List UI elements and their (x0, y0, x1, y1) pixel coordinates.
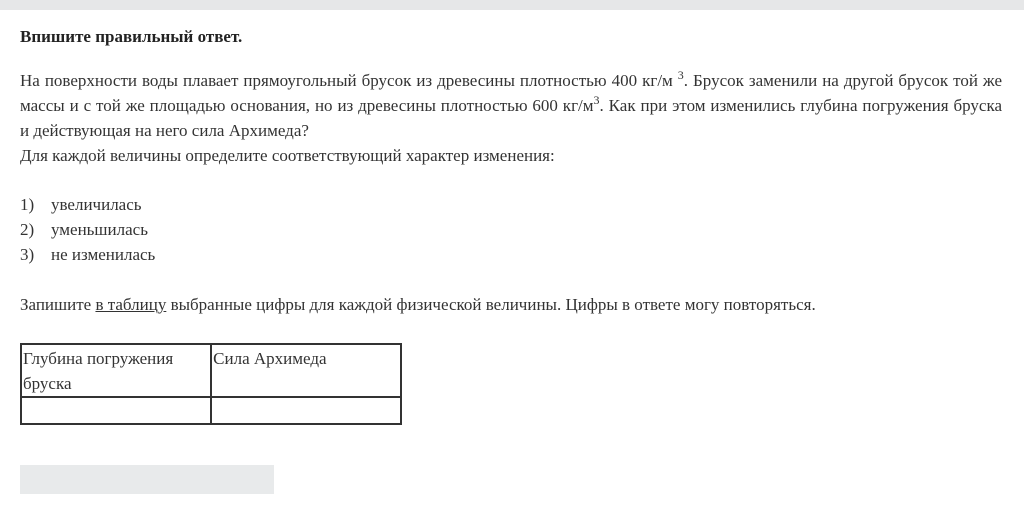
option-number: 3) (20, 245, 35, 264)
option-number: 2) (20, 220, 35, 239)
answer-input-force[interactable] (212, 399, 400, 423)
density-exponent-1: 3 (677, 68, 684, 82)
answer-table (20, 343, 402, 425)
question-content (20, 26, 1002, 425)
option-item-2 (20, 217, 1002, 242)
options-list (20, 192, 1002, 267)
problem-text-part3: . Как при этом изменились глубина погружения бруска и действующая на него сила Архимеда? (20, 96, 1003, 140)
answer-instruction-after: выбранные цифры для каждой физической величины. Цифры в ответе могу повторяться. (166, 295, 816, 314)
table-link[interactable]: в таблицу (95, 295, 167, 314)
header-archimedes-force: Сила Архимеда (211, 344, 401, 397)
option-number: 1) (20, 195, 35, 214)
option-item-1 (20, 192, 1002, 217)
option-label: уменьшилась (51, 220, 148, 239)
answer-table-input-row (21, 397, 401, 424)
task-prompt: Для каждой величины определите соответствующий характер изменения: (20, 146, 555, 165)
answer-instruction-before: Запишите (20, 295, 96, 314)
problem-text-part1: На поверхности воды плавает прямоугольный брусок из древесины плотностью 400 кг/м (20, 71, 678, 90)
option-label: не изменилась (51, 245, 156, 264)
submit-button-placeholder[interactable] (20, 465, 274, 494)
answer-table-header-row (21, 344, 401, 397)
answer-cell-force (211, 397, 401, 424)
answer-input-depth[interactable] (22, 399, 210, 423)
problem-text (20, 68, 1002, 143)
instruction-heading: Впишите правильный ответ. (20, 27, 243, 46)
option-label: увеличилась (51, 195, 142, 214)
top-bar (0, 0, 1024, 10)
header-immersion-depth: Глубина погружения бруска (21, 344, 211, 397)
answer-instruction (20, 292, 1002, 317)
option-item-3 (20, 242, 1002, 267)
density-exponent-2: 3 (593, 93, 600, 107)
answer-cell-depth (21, 397, 211, 424)
problem-text-part2: . Брусок заменили на другой брусок той же массы и с той же площадью основания, но из древесины плотностью 600 кг/м (20, 71, 1002, 115)
